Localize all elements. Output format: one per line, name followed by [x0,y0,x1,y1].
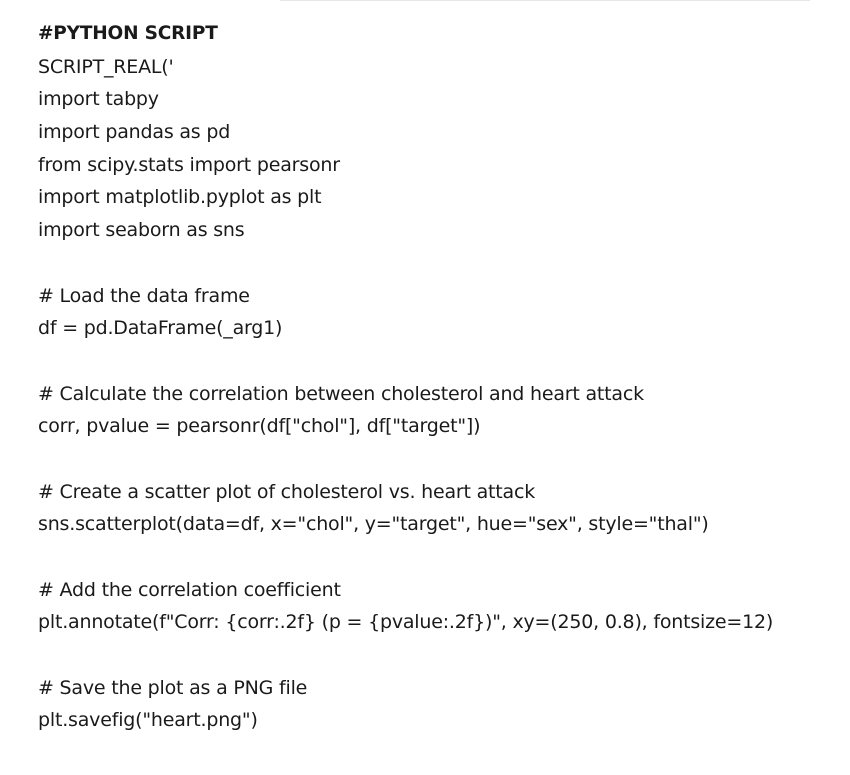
script-comment: # Calculate the correlation between cholesterol and heart attack [38,382,644,405]
script-comment: # Save the plot as a PNG file [38,676,308,699]
script-comment: # Create a scatter plot of cholesterol vs. heart attack [38,480,536,503]
script-comment: # Load the data frame [38,284,250,307]
script-line: from scipy.stats import pearsonr [38,153,340,176]
script-line: import tabpy [38,88,159,111]
script-line: plt.savefig("heart.png") [38,709,258,732]
script-line: corr, pvalue = pearsonr(df["chol"], df["target"]) [38,415,481,438]
script-line: import seaborn as sns [38,219,245,242]
script-line: plt.annotate(f"Corr: {corr:.2f} (p = {pvalue:.2f})", xy=(250, 0.8), fontsize=12) [38,611,774,634]
script-text-block [38,18,828,737]
script-line: df = pd.DataFrame(_arg1) [38,317,283,340]
page-top-border [280,0,810,1]
blank-line [38,247,828,280]
script-line: SCRIPT_REAL(' [38,55,174,78]
script-comment: # Add the correlation coefficient [38,578,341,601]
blank-line [38,541,828,574]
blank-line [38,443,828,476]
script-line: import pandas as pd [38,121,231,144]
script-heading: #PYTHON SCRIPT [38,23,218,44]
blank-line [38,639,828,672]
script-line: sns.scatterplot(data=df, x="chol", y="target", hue="sex", style="thal") [38,513,709,536]
script-line: import matplotlib.pyplot as plt [38,186,322,209]
blank-line [38,345,828,378]
